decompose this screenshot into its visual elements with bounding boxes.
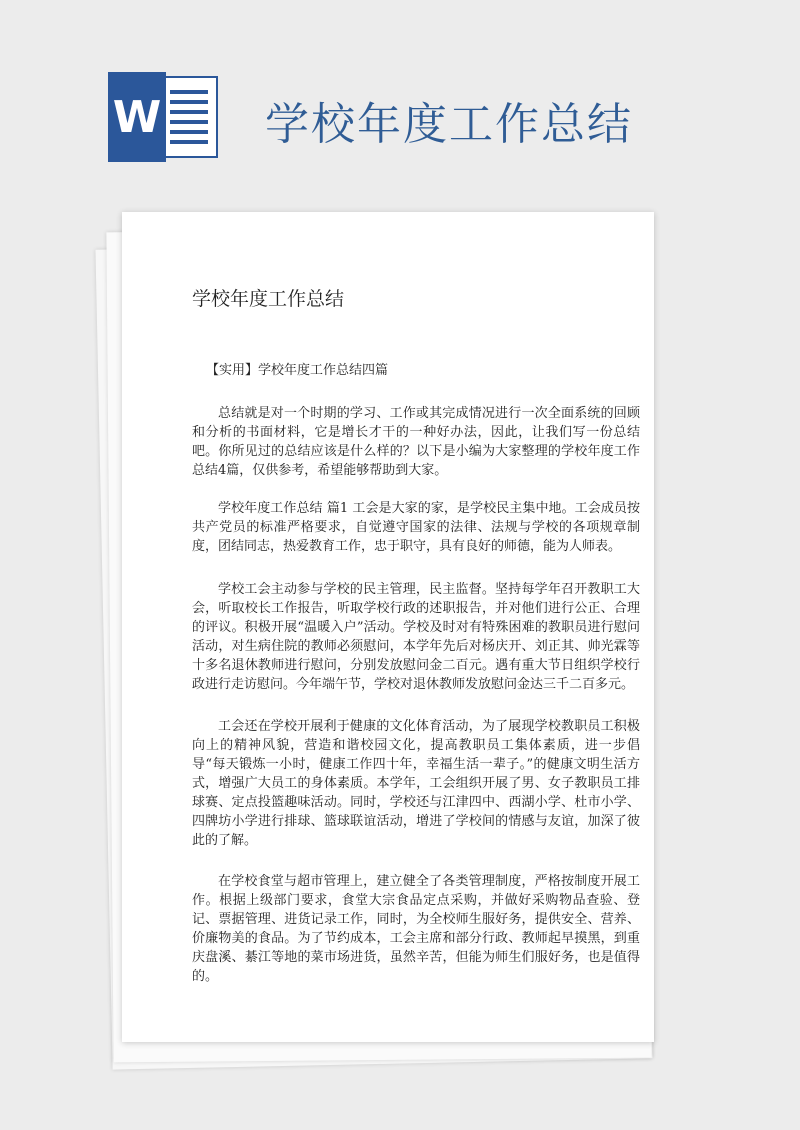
document-page: [122, 212, 654, 1042]
paragraph-4: 在学校食堂与超市管理上，建立健全了各类管理制度，严格按制度开展工作。根据上级部门要求，食堂大宗食品定点采购，并做好采购物品查验、登记、票据管理、进货记录工作，同时，为全校师生服好务，提供安全、营养、价廉物美的食品。为了节约成本，工会主席和部分行政、教师起早摸黑，到重庆盘溪、綦江等地的菜市场进货，虽然辛苦，但能为师生们服好务，也是值得的。: [192, 874, 640, 984]
document-subtitle: 【实用】学校年度工作总结四篇: [206, 363, 389, 378]
word-logo-letter: W: [108, 72, 166, 162]
document-title: 学校年度工作总结: [192, 288, 345, 310]
word-app-icon: [108, 72, 220, 162]
banner-title: 学校年度工作总结: [265, 99, 633, 150]
paragraph-1: 学校年度工作总结 篇1 工会是大家的家，是学校民主集中地。工会成员按共产党员的标准严格要求，自觉遵守国家的法律、法规与学校的各项规章制度，团结同志，热爱教育工作，忠于职守，具有良好的师德，能为人师表。: [192, 501, 640, 554]
paragraph-2: 学校工会主动参与学校的民主管理，民主监督。坚持每学年召开教职工大会，听取校长工作报告，听取学校行政的述职报告，并对他们进行公正、合理的评议。积极开展“温暖入户”活动。学校及时对有特殊困难的教职员进行慰问活动，对生病住院的教师必须慰问，本学年先后对杨庆开、刘正其、帅光霖等十多名退休教师进行慰问，分别发放慰问金二百元。遇有重大节日组织学校行政进行走访慰问。今年端午节，学校对退休教师发放慰问金达三千二百多元。: [192, 582, 640, 692]
paragraph-intro: 总结就是对一个时期的学习、工作或其完成情况进行一次全面系统的回顾和分析的书面材料，它是增长才干的一种好办法，因此，让我们写一份总结吧。你所见过的总结应该是什么样的？以下是小编为大家整理的学校年度工作总结4篇，仅供参考，希望能够帮助到大家。: [192, 406, 640, 478]
paragraph-3: 工会还在学校开展利于健康的文化体育活动，为了展现学校教职员工积极向上的精神风貌，营造和谐校园文化，提高教职员工集体素质，进一步倡导“每天锻炼一小时，健康工作四十年，幸福生活一辈子。”的健康文明生活方式，增强广大员工的身体素质。本学年，工会组织开展了男、女子教职员工排球赛、定点投篮趣味活动。同时，学校还与江津四中、西湖小学、杜市小学、四牌坊小学进行排球、篮球联谊活动，增进了学校间的情感与友谊，加深了彼此的了解。: [192, 719, 640, 848]
